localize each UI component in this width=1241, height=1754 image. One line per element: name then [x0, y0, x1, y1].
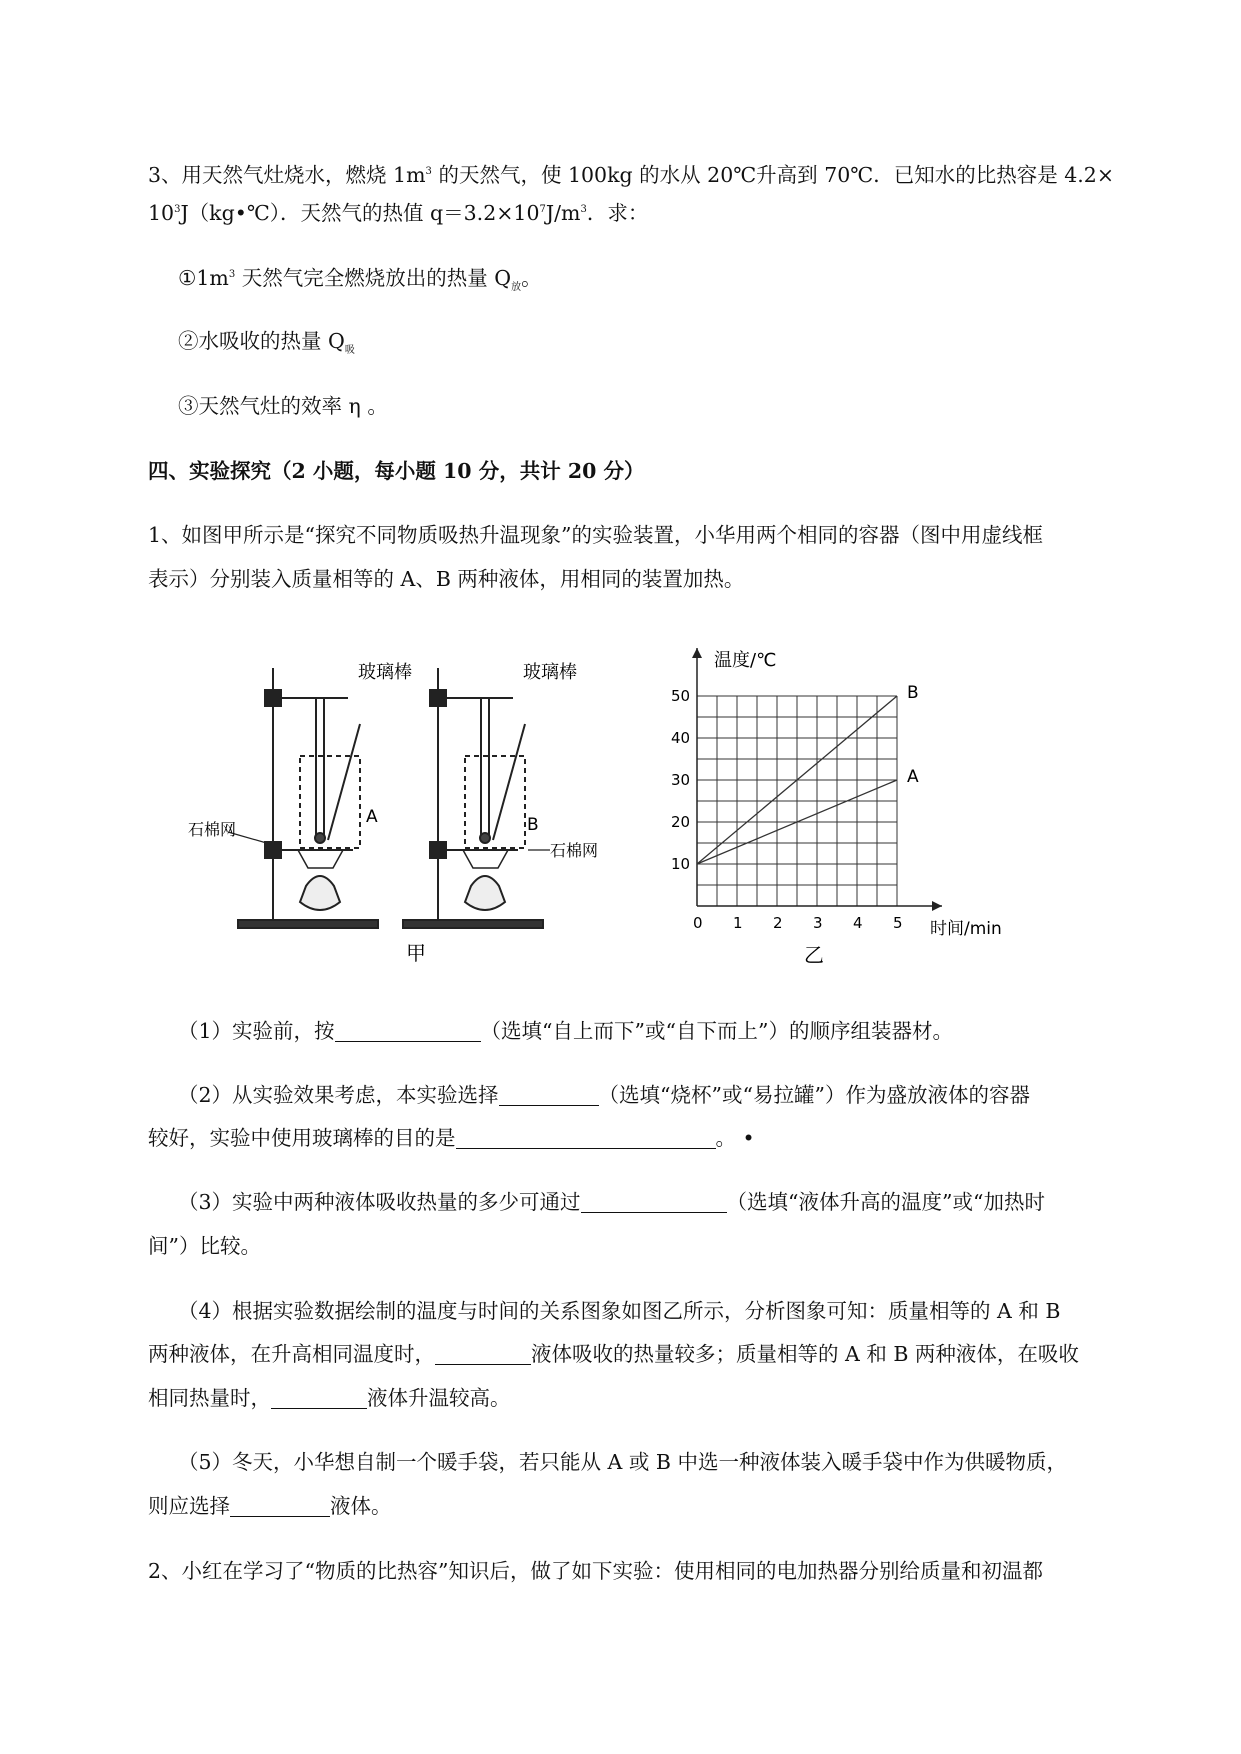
sub-question-3-line-2: 间”）比较。: [148, 1234, 261, 1258]
y-axis-arrow: [692, 648, 702, 658]
answer-blank-1[interactable]: [335, 1019, 481, 1042]
section-heading: 四、实验探究（2 小题，每小题 10 分，共计 20 分）: [148, 459, 645, 483]
sub-question-2-line-2: 较好，实验中使用玻璃棒的目的是 。 •: [148, 1126, 755, 1150]
chart-caption: 乙: [804, 943, 824, 967]
q3-item-3: ③天然气灶的效率 η 。: [178, 394, 388, 418]
x-tick-label: 0: [693, 914, 703, 932]
figure-jia-apparatus: [188, 650, 608, 970]
answer-blank-5[interactable]: [230, 1494, 330, 1517]
x-axis-arrow: [932, 901, 942, 911]
y-tick-label: 50: [671, 687, 691, 705]
answer-blank-2a[interactable]: [499, 1083, 599, 1106]
y-tick-label: 40: [671, 729, 691, 747]
label-glass-rod-left: 玻璃棒: [358, 662, 412, 683]
chart-grid: [697, 696, 897, 906]
y-tick-label: 30: [671, 771, 691, 789]
label-asbestos-net-right: 石棉网: [550, 841, 599, 860]
label-glass-rod-right: 玻璃棒: [523, 662, 577, 683]
x-tick-label: 1: [733, 914, 743, 932]
series-label-a: A: [907, 767, 919, 787]
q1-text-line-2: 表示）分别装入质量相等的 A、B 两种液体，用相同的装置加热。: [148, 567, 745, 591]
sub-question-4-line-2: 两种液体，在升高相同温度时， 液体吸收的热量较多；质量相等的 A 和 B 两种液体，在吸收: [148, 1342, 1079, 1366]
label-liquid-b: B: [527, 815, 539, 835]
sub-question-5-line-2: 则应选择 液体。: [148, 1494, 392, 1518]
answer-blank-4b[interactable]: [271, 1386, 367, 1409]
caption-jia: 甲: [406, 941, 426, 965]
label-liquid-a: A: [366, 807, 378, 827]
x-tick-label: 4: [853, 914, 863, 932]
q1-text-line-1: 1、如图甲所示是“探究不同物质吸热升温现象”的实验装置，小华用两个相同的容器（图中用虚线框: [148, 523, 1044, 547]
q3-item-1: $①1m^3$ 天然气完全燃烧放出的热量 $Q_放$。: [178, 266, 542, 294]
sub-question-2-line-1: （2）从实验效果考虑，本实验选择 （选填“烧杯”或“易拉罐”）作为盛放液体的容器: [178, 1083, 1030, 1107]
figure-yi-chart: [662, 636, 1002, 967]
sub-question-4-line-3: 相同热量时， 液体升温较高。: [148, 1386, 511, 1410]
x-tick-label: 3: [813, 914, 823, 932]
stand-base-right: [403, 920, 543, 928]
answer-blank-3[interactable]: [581, 1190, 727, 1213]
answer-blank-4a[interactable]: [435, 1342, 531, 1365]
chart-x-label: 时间/min: [930, 919, 1002, 939]
sub-question-4-line-1: （4）根据实验数据绘制的温度与时间的关系图象如图乙所示，分析图象可知：质量相等的 A 和 B: [178, 1299, 1061, 1323]
chart-y-label: 温度/℃: [714, 650, 777, 671]
q3-text-line-1: 3、用天然气灶烧水，燃烧 $1m^3$ 的天然气，使 100kg 的水从 20℃升高到 70℃．已知水的比热容是 4.2×: [148, 163, 1115, 187]
q2-text-line-1: 2、小红在学习了“物质的比热容”知识后，做了如下实验：使用相同的电加热器分别给质量和初温都: [148, 1559, 1044, 1583]
y-tick-label: 20: [671, 813, 691, 831]
sub-question-3-line-1: （3）实验中两种液体吸收热量的多少可通过 （选填“液体升高的温度”或“加热时: [178, 1190, 1045, 1214]
q3-text-line-2: $10^3J(kg•℃)$．天然气的热值 $q=3.2\times 10^7J/m^3$．求：: [148, 201, 649, 225]
chart-lines: [697, 683, 919, 864]
answer-blank-2b[interactable]: [456, 1126, 716, 1149]
sub-question-1: （1）实验前，按 （选填“自上而下”或“自下而上”）的顺序组装器材。: [178, 1019, 953, 1043]
x-tick-label: 2: [773, 914, 783, 932]
x-tick-label: 5: [893, 914, 903, 932]
chart-ticks: [671, 687, 903, 932]
y-tick-label: 10: [671, 855, 691, 873]
sub-question-5-line-1: （5）冬天，小华想自制一个暖手袋，若只能从 A 或 B 中选一种液体装入暖手袋中作为供暖物质，: [178, 1450, 1067, 1474]
series-label-b: B: [907, 683, 919, 703]
stand-base-left: [238, 920, 378, 928]
q3-item-2: ②水吸收的热量 $Q_吸$: [178, 329, 355, 357]
label-asbestos-net-left: 石棉网: [188, 820, 237, 839]
